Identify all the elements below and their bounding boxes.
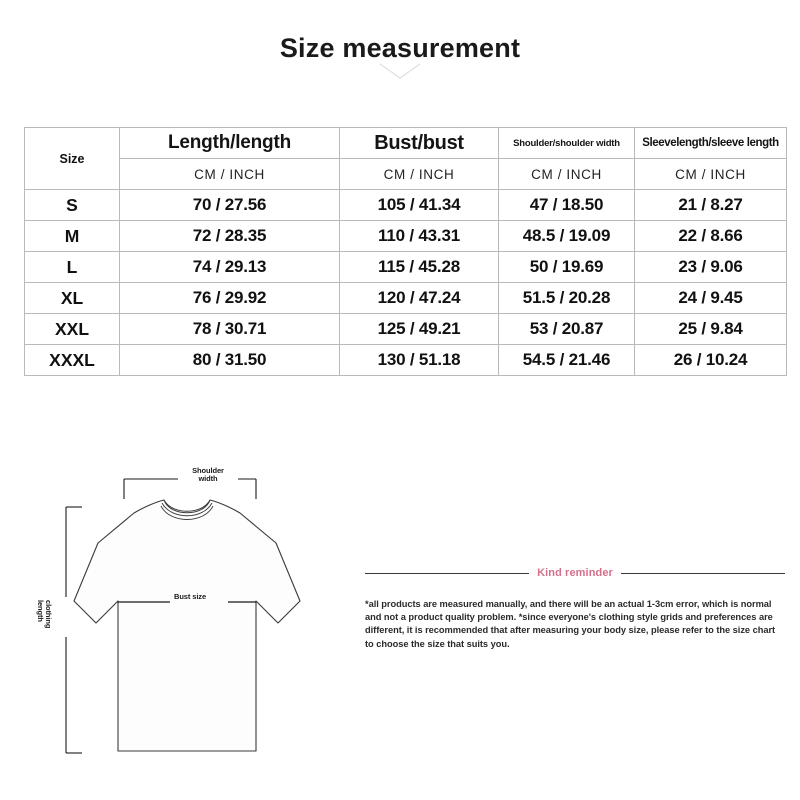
cell-bust: 115 / 45.28	[340, 252, 499, 283]
cell-size: XXXL	[25, 345, 120, 376]
table-row	[25, 221, 787, 252]
kind-reminder-section	[365, 565, 785, 651]
header-unit-shoulder: CM / INCH	[499, 159, 635, 190]
table-row	[25, 314, 787, 345]
shoulder-width-label	[178, 467, 238, 483]
cell-sleeve: 21 / 8.27	[635, 190, 787, 221]
cell-size: XXL	[25, 314, 120, 345]
cell-shoulder: 47 / 18.50	[499, 190, 635, 221]
tshirt-outline	[74, 500, 300, 751]
header-unit-length: CM / INCH	[120, 159, 340, 190]
cell-length: 78 / 30.71	[120, 314, 340, 345]
cell-length: 76 / 29.92	[120, 283, 340, 314]
cell-sleeve: 25 / 9.84	[635, 314, 787, 345]
divider-right	[621, 573, 785, 574]
cell-sleeve: 24 / 9.45	[635, 283, 787, 314]
bust-size-label: Bust size	[174, 592, 207, 601]
table-row	[25, 283, 787, 314]
shoulder-width-label-line1: Shoulder	[192, 466, 224, 475]
cell-length: 70 / 27.56	[120, 190, 340, 221]
cell-length: 80 / 31.50	[120, 345, 340, 376]
title-decoration-icon	[376, 62, 424, 80]
clothing-length-label	[36, 600, 52, 628]
header-cell-sleeve: Sleevelength/sleeve length	[635, 128, 787, 159]
cell-shoulder: 51.5 / 20.28	[499, 283, 635, 314]
cell-sleeve: 23 / 9.06	[635, 252, 787, 283]
cell-length: 74 / 29.13	[120, 252, 340, 283]
tshirt-illustration-icon	[60, 455, 360, 775]
cell-shoulder: 53 / 20.87	[499, 314, 635, 345]
cell-shoulder: 48.5 / 19.09	[499, 221, 635, 252]
clothing-length-label-line1: clothing	[44, 600, 53, 629]
header-unit-sleeve: CM / INCH	[635, 159, 787, 190]
kind-reminder-title: Kind reminder	[537, 567, 613, 579]
header-cell-size: Size	[25, 128, 120, 190]
table-header-row-units	[25, 159, 787, 190]
cell-sleeve: 22 / 8.66	[635, 221, 787, 252]
table-header	[25, 128, 787, 190]
cell-bust: 125 / 49.21	[340, 314, 499, 345]
cell-size: XL	[25, 283, 120, 314]
kind-reminder-text: *all products are measured manually, and there will be an actual 1-3cm error, which is normal and not a product quality problem. *since everyone's clothing style grids and preferences are different, it is recommended that after measuring your body size, please refer to the size chart to choose the size that suits you.	[365, 599, 776, 649]
cell-bust: 110 / 43.31	[340, 221, 499, 252]
header-cell-bust: Bust/bust	[340, 128, 499, 159]
divider-left	[365, 573, 529, 574]
kind-reminder-heading	[365, 565, 785, 581]
page-header	[0, 34, 800, 64]
size-chart-table	[24, 127, 787, 376]
clothing-length-label-line2: length	[36, 600, 46, 622]
page-title: Size measurement	[279, 33, 521, 63]
header-cell-length: Length/length	[120, 128, 340, 159]
table-header-row-primary	[25, 128, 787, 159]
tshirt-measurement-diagram	[36, 455, 360, 775]
cell-size: L	[25, 252, 120, 283]
cell-length: 72 / 28.35	[120, 221, 340, 252]
table-row	[25, 345, 787, 376]
cell-bust: 130 / 51.18	[340, 345, 499, 376]
cell-bust: 105 / 41.34	[340, 190, 499, 221]
table-body	[25, 190, 787, 376]
cell-size: S	[25, 190, 120, 221]
cell-size: M	[25, 221, 120, 252]
cell-bust: 120 / 47.24	[340, 283, 499, 314]
header-cell-shoulder: Shoulder/shoulder width	[499, 128, 635, 159]
cell-sleeve: 26 / 10.24	[635, 345, 787, 376]
table-row	[25, 252, 787, 283]
header-unit-bust: CM / INCH	[340, 159, 499, 190]
shoulder-width-label-line2: width	[198, 473, 218, 483]
cell-shoulder: 54.5 / 21.46	[499, 345, 635, 376]
length-measure-bracket	[66, 507, 82, 753]
cell-shoulder: 50 / 19.69	[499, 252, 635, 283]
table-row	[25, 190, 787, 221]
